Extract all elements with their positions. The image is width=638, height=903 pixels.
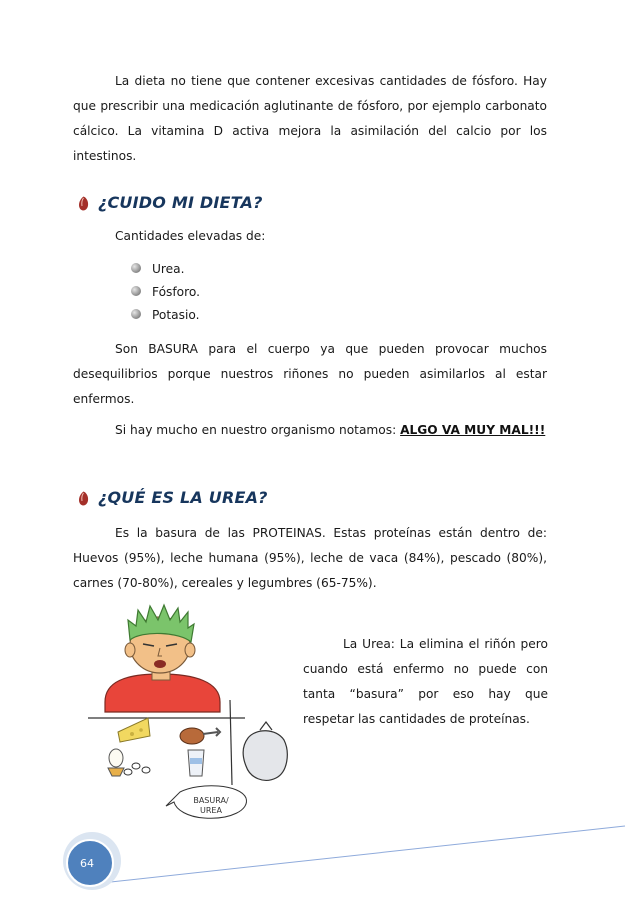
- intro-line-2: prescribir una medicación aglutinante de fósforo, por ejemplo carbonato: [100, 99, 548, 113]
- page-number: 64: [80, 857, 94, 870]
- bubble-text-line-2: UREA: [200, 806, 222, 815]
- section-title: ¿QUÉ ES LA UREA?: [98, 488, 268, 507]
- cheese-drawing: [118, 718, 150, 742]
- basura-paragraph: [73, 337, 547, 412]
- side-line-1: La Urea: La elimina el riñón pero: [343, 637, 548, 651]
- bullet-icon: [131, 263, 141, 273]
- urea-line-1: Es la basura de las PROTEINAS. Estas proteínas están dentro de:: [115, 526, 547, 540]
- side-line-2: cuando está enfermo no puede con: [303, 662, 548, 676]
- list-item-label: Urea.: [152, 262, 185, 276]
- trash-bag-drawing: [243, 731, 287, 781]
- lead-text: Cantidades elevadas de:: [115, 229, 266, 243]
- intro-line-1: La dieta no tiene que contener excesivas cantidades de fósforo. Hay que: [73, 74, 547, 113]
- basura-line-3: enfermos.: [73, 392, 135, 406]
- basura-line-1: Son BASURA para el cuerpo ya que pueden provocar muchos: [115, 342, 547, 356]
- list-item: [131, 282, 200, 302]
- bullet-icon: [131, 286, 141, 296]
- list-item: [131, 305, 199, 325]
- section-heading-cuido-mi-dieta: [78, 193, 263, 212]
- person-mouth: [154, 660, 166, 668]
- bullet-icon: [131, 309, 141, 319]
- urea-line-2: Huevos (95%), leche humana (95%), leche de vaca (84%), pescado (80%),: [73, 551, 547, 565]
- section-heading-que-es-la-urea: [78, 488, 268, 507]
- intro-line-3: cálcico. La vitamina D activa mejora la asimilación del calcio por los intestinos.: [73, 124, 547, 163]
- side-line-4: las cantidades de proteínas.: [357, 712, 530, 726]
- section-title: ¿CUIDO MI DIETA?: [98, 193, 263, 212]
- list-item: [131, 259, 185, 279]
- divider-line: [230, 700, 232, 785]
- intro-paragraph: [73, 69, 547, 169]
- warning-emphasis: ALGO VA MUY MAL!!!: [400, 423, 546, 437]
- egg-drawing: [109, 749, 123, 767]
- footer-line: [92, 826, 625, 884]
- bubble-text-line-1: BASURA/: [193, 796, 229, 805]
- list-item-label: Potasio.: [152, 308, 200, 322]
- side-line-3: tanta “basura” por eso hay que respetar: [303, 687, 548, 726]
- urea-illustration: [70, 600, 300, 832]
- warning-line: [115, 420, 545, 440]
- urea-line-3: carnes (70-80%), cereales y legumbres (65-75%).: [73, 576, 377, 590]
- basura-line-2: desequilibrios porque nuestros riñones no pueden asimilarlos al estar: [73, 367, 547, 381]
- warning-text: Si hay mucho en nuestro organismo notamos:: [115, 423, 401, 437]
- heading-bullet-icon: [78, 491, 89, 506]
- list-item-label: Fósforo.: [152, 285, 200, 299]
- chicken-leg-drawing: [180, 728, 204, 744]
- urea-paragraph: [73, 521, 547, 596]
- heading-bullet-icon: [78, 196, 89, 211]
- urea-side-paragraph: [303, 632, 548, 732]
